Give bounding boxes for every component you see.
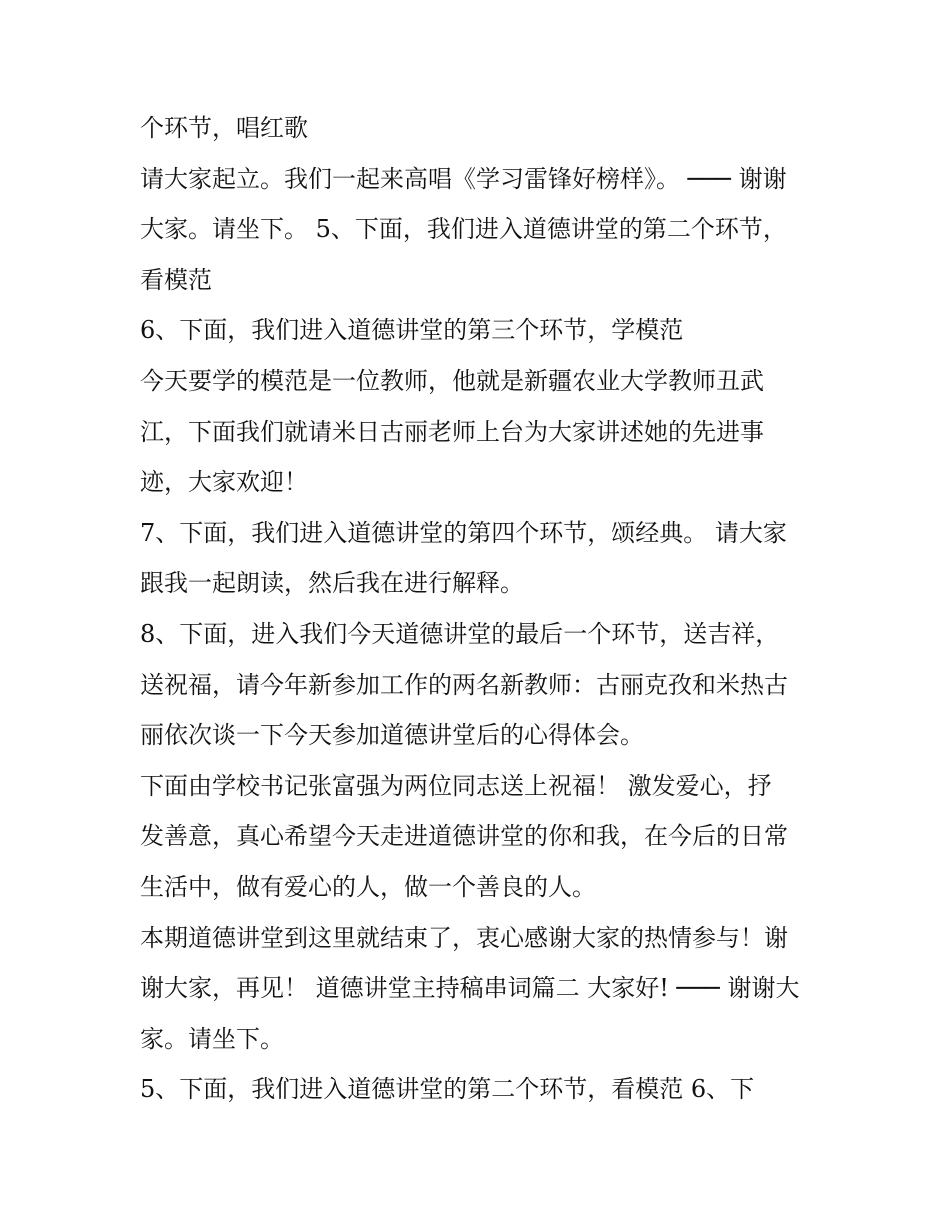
text-line: 8、下面，进入我们今天道德讲堂的最后一个环节，送吉祥，	[140, 619, 780, 648]
document-body	[140, 108, 830, 1120]
text-line: 下面由学校书记张富强为两位同志送上祝福！ 激发爱心，抒	[140, 771, 772, 800]
text-line: 谢大家，再见！ 道德讲堂主持稿串词篇二 大家好! ─── 谢谢大	[140, 974, 800, 1003]
text-line: 迹，大家欢迎！	[140, 468, 308, 497]
text-line: 个环节，唱红歌	[140, 114, 308, 142]
text-line: 江，下面我们就请米日古丽老师上台为大家讲述她的先进事	[140, 417, 764, 446]
text-line: 请大家起立。我们一起来高唱《学习雷锋好榜样》。 ─── 谢谢	[140, 164, 787, 193]
text-line: 大家。请坐下。 5、下面，我们进入道德讲堂的第二个环节，	[140, 215, 787, 244]
text-line: 送祝福，请今年新参加工作的两名新教师：古丽克孜和米热古	[140, 670, 788, 699]
text-line: 跟我一起朗读，然后我在进行解释。	[140, 569, 524, 598]
text-line: 6、下面，我们进入道德讲堂的第三个环节，学模范	[140, 316, 684, 345]
text-line: 本期道德讲堂到这里就结束了，衷心感谢大家的热情参与！谢	[140, 923, 788, 952]
text-line: 看模范	[140, 265, 212, 294]
text-line: 今天要学的模范是一位教师，他就是新疆农业大学教师丑武	[140, 366, 764, 395]
text-line: 丽依次谈一下今天参加道德讲堂后的心得体会。	[140, 721, 644, 750]
text-line: 家。请坐下。	[140, 1024, 284, 1053]
text-line: 5、下面，我们进入道德讲堂的第二个环节，看模范 6、下	[140, 1075, 755, 1104]
text-line: 7、下面，我们进入道德讲堂的第四个环节，颂经典。 请大家	[140, 518, 787, 547]
text-line: 生活中，做有爱心的人，做一个善良的人。	[140, 872, 596, 901]
text-line: 发善意，真心希望今天走进道德讲堂的你和我，在今后的日常	[140, 822, 788, 851]
